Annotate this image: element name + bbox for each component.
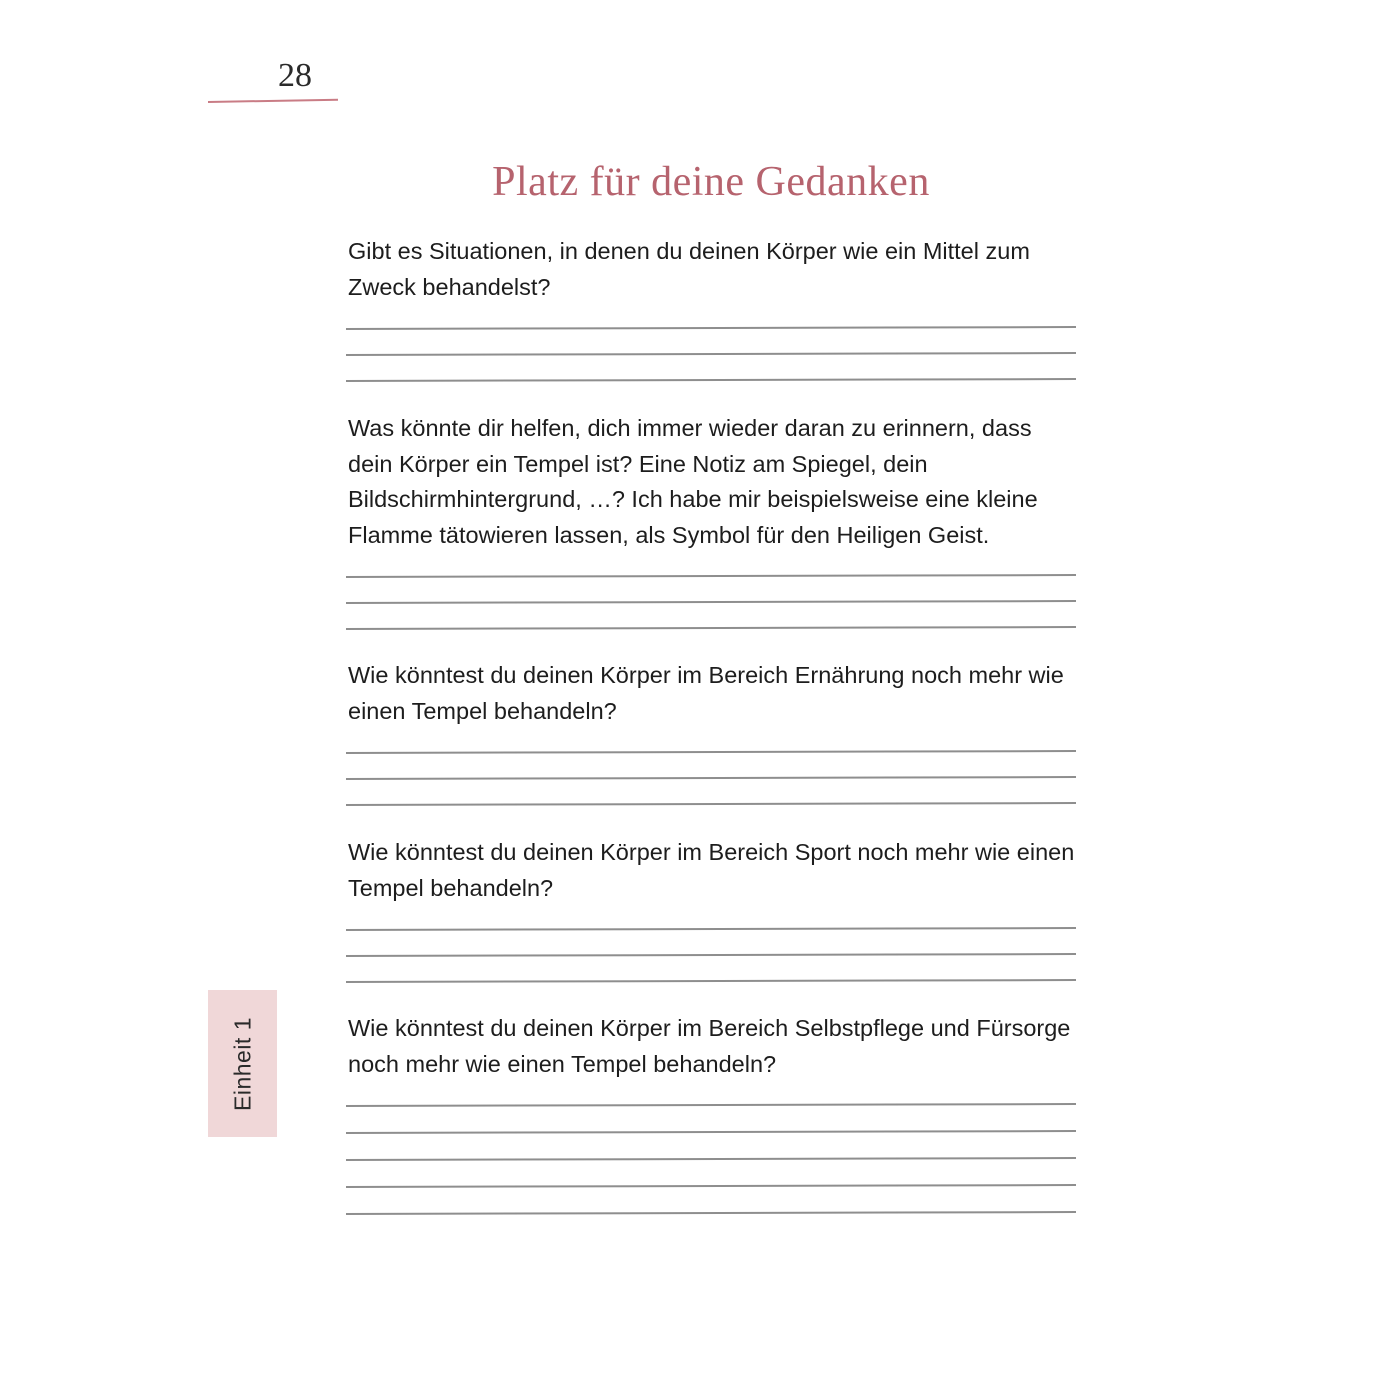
question-text: Wie könntest du deinen Körper im Bereich Ernährung noch mehr wie einen Tempel behandeln? [348,662,1064,724]
answer-lines[interactable] [348,1104,1078,1239]
answer-lines[interactable] [348,327,1078,405]
question-section-3 [348,658,1078,829]
answer-line[interactable] [348,1185,1078,1212]
answer-line[interactable] [348,803,1078,829]
question-text: Gibt es Situationen, in denen du deinen Körper wie ein Mittel zum Zweck behandelst? [348,238,1030,300]
answer-lines[interactable] [348,928,1078,1006]
answer-line[interactable] [348,980,1078,1006]
answer-line[interactable] [348,1131,1078,1158]
answer-line[interactable] [348,353,1078,379]
question-section-2 [348,411,1078,653]
answer-line[interactable] [348,379,1078,405]
answer-line[interactable] [348,751,1078,777]
question-text: Wie könntest du deinen Körper im Bereich Selbstpflege und Fürsorge noch mehr wie einen Tempel behandeln? [348,1015,1071,1077]
answer-line[interactable] [348,601,1078,627]
page-number-underline [208,99,338,103]
unit-tab [208,990,277,1137]
question-section-5 [348,1011,1078,1239]
answer-line[interactable] [348,1212,1078,1239]
answer-line[interactable] [348,575,1078,601]
answer-line[interactable] [348,777,1078,803]
answer-line[interactable] [348,954,1078,980]
answer-lines[interactable] [348,751,1078,829]
page-title: Platz für deine Gedanken [492,159,930,205]
answer-line[interactable] [348,1104,1078,1131]
answer-line[interactable] [348,928,1078,954]
question-section-4 [348,835,1078,1006]
answer-line[interactable] [348,627,1078,653]
question-text: Was könnte dir helfen, dich immer wieder daran zu erinnern, dass dein Körper ein Tempel ist? Eine Notiz am Spiegel, dein Bildschirmhintergrund, …? Ich habe mir beispielsweise eine kleine Flamme tätowieren lassen, als Symbol für den Heiligen Geist. [348,415,1038,548]
unit-tab-label: Einheit 1 [229,1016,255,1111]
answer-line[interactable] [348,327,1078,353]
page-number: 28 [278,57,312,94]
question-text: Wie könntest du deinen Körper im Bereich Sport noch mehr wie einen Tempel behandeln? [348,839,1075,901]
question-section-1 [348,234,1078,405]
answer-lines[interactable] [348,575,1078,653]
answer-line[interactable] [348,1158,1078,1185]
